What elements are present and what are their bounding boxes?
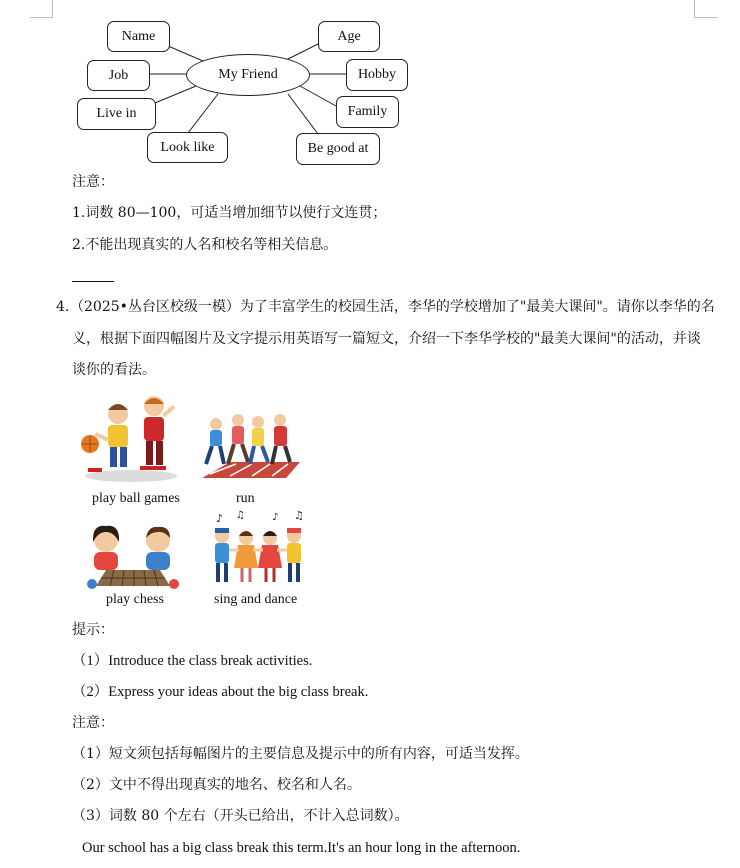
- caption-play-ball-games: play ball games: [92, 491, 180, 506]
- mind-map-center: My Friend: [186, 54, 310, 96]
- q4-hint-2: （2）Express your ideas about the big class break.: [72, 684, 369, 700]
- node-look-like: Look like: [147, 132, 228, 163]
- q4-line-2: 义，根据下面四幅图片及文字提示用英语写一篇短文，介绍一下李华学校的"最美大课间"的活动，并谈: [72, 331, 701, 347]
- q4-hint-heading: 提示：: [72, 622, 114, 638]
- node-hobby: Hobby: [346, 59, 408, 91]
- connector-family: [300, 86, 336, 106]
- answer-blank-line: [72, 281, 114, 282]
- svg-text:♫: ♫: [294, 510, 304, 522]
- q4-opening-sentence: Our school has a big class break this term.It's an hour long in the afternoon.: [82, 840, 521, 856]
- node-be-good-at: Be good at: [296, 133, 380, 165]
- q3-note-2: 2.不能出现真实的人名和校名等相关信息。: [72, 237, 338, 253]
- q4-note-3: （3）词数 80 个左右（开头已给出，不计入总词数）。: [72, 808, 409, 824]
- connector-age: [286, 44, 318, 60]
- mind-map: [0, 0, 740, 170]
- connector-be-good-at: [288, 94, 318, 134]
- q4-line-3: 谈你的看法。: [72, 362, 156, 378]
- svg-text:♪: ♪: [272, 512, 279, 523]
- node-age: Age: [318, 21, 380, 52]
- q4-hint-1: （1）Introduce the class break activities.: [72, 653, 313, 669]
- node-name: Name: [107, 21, 170, 52]
- node-live-in: Live in: [77, 98, 156, 130]
- q4-note-2: （2）文中不得出现真实的地名、校名和人名。: [72, 777, 361, 793]
- node-family: Family: [336, 96, 399, 128]
- connector-look-like: [188, 94, 218, 133]
- picture-sing-and-dance: [210, 510, 306, 590]
- q4-line-1: （2025•丛台区校级一模）为了丰富学生的校园生活，李华的学校增加了"最美大课间"。请你以李华的名: [70, 299, 715, 315]
- caption-play-chess: play chess: [106, 592, 164, 607]
- caption-sing-and-dance: sing and dance: [214, 592, 298, 607]
- svg-text:♫: ♫: [236, 510, 245, 521]
- q4-number: 4.: [56, 299, 70, 315]
- q3-notes-heading: 注意：: [72, 174, 114, 190]
- node-job: Job: [87, 60, 150, 91]
- picture-play-chess: [84, 522, 182, 590]
- q3-note-1: 1.词数 80—100，可适当增加细节以使行文连贯；: [72, 205, 387, 221]
- svg-text:♪: ♪: [216, 512, 224, 525]
- q4-note-1: （1）短文须包括每幅图片的主要信息及提示中的所有内容，可适当发挥。: [72, 746, 529, 762]
- picture-run: [200, 410, 300, 482]
- picture-play-ball-games: [76, 392, 186, 484]
- q4-note-heading: 注意：: [72, 715, 114, 731]
- caption-run: run: [236, 491, 255, 506]
